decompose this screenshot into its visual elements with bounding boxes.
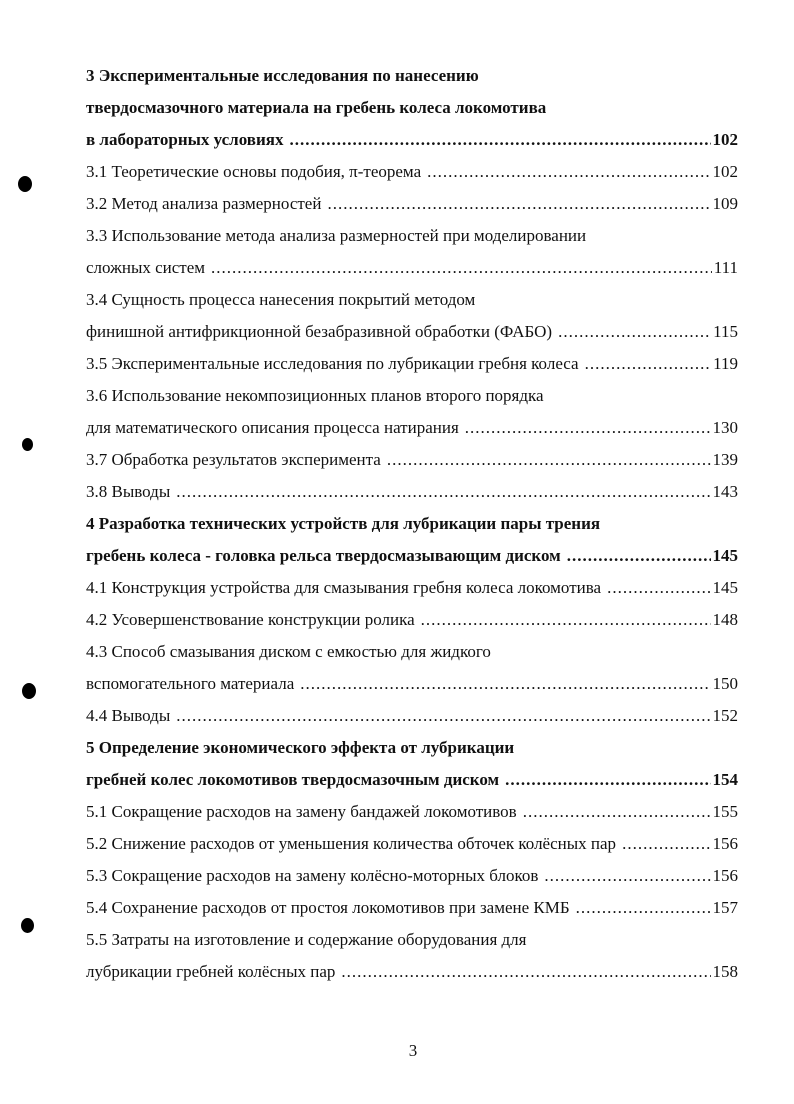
toc-entry-text: 3.7 Обработка результатов эксперимента (86, 450, 381, 469)
toc-entry-last-line (86, 798, 738, 830)
toc-entry-last-line (86, 254, 738, 286)
dot-leader (176, 478, 710, 506)
table-of-contents (86, 62, 738, 990)
toc-entry-last-line (86, 862, 738, 894)
toc-entry (86, 158, 738, 190)
toc-entry (86, 574, 738, 606)
toc-entry (86, 190, 738, 222)
toc-entry (86, 478, 738, 510)
toc-entry-text: финишной антифрикционной безабразивной обработки (ФАБО) (86, 322, 553, 341)
toc-page-number: 119 (713, 354, 738, 373)
toc-entry-last-line (86, 190, 738, 222)
scan-mark (22, 438, 33, 451)
dot-leader (211, 254, 712, 282)
toc-entry-text: 3.6 Использование некомпозиционных планов второго порядка (86, 386, 544, 405)
toc-entry-text: 5.2 Снижение расходов от уменьшения количества обточек колёсных пар (86, 834, 617, 853)
dot-leader (341, 958, 710, 986)
toc-entry-text: 5.5 Затраты на изготовление и содержание оборудования для (86, 930, 527, 949)
dot-leader (421, 606, 711, 634)
toc-entry-line (86, 286, 738, 318)
toc-entry (86, 734, 738, 798)
toc-entry-text: 5 Определение экономического эффекта от лубрикации (86, 738, 515, 757)
toc-entry (86, 350, 738, 382)
dot-leader (585, 350, 712, 378)
dot-leader (567, 542, 711, 570)
toc-entry-last-line (86, 670, 738, 702)
page-number: 3 (408, 1041, 418, 1060)
toc-entry-text: 3.5 Экспериментальные исследования по лубрикации гребня колеса (86, 354, 579, 373)
toc-entry-last-line (86, 350, 738, 382)
toc-entry-last-line (86, 606, 738, 638)
toc-entry-text: сложных систем (86, 258, 206, 277)
toc-entry-last-line (86, 478, 738, 510)
toc-entry-line (86, 94, 738, 126)
toc-entry (86, 862, 738, 894)
dot-leader (576, 894, 711, 922)
toc-entry (86, 638, 738, 702)
toc-entry-text: 5.1 Сокращение расходов на замену бандажей локомотивов (86, 802, 517, 821)
toc-entry-text: 3.8 Выводы (86, 482, 171, 501)
toc-entry-last-line (86, 702, 738, 734)
toc-page-number: 145 (712, 578, 738, 597)
toc-entry-text: 4.4 Выводы (86, 706, 171, 725)
scan-mark (18, 176, 32, 192)
toc-page-number: 102 (712, 130, 738, 149)
toc-entry-line (86, 382, 738, 414)
toc-entry-text: 3.4 Сущность процесса нанесения покрытий методом (86, 290, 476, 309)
dot-leader (289, 126, 710, 154)
toc-entry-last-line (86, 126, 738, 158)
toc-entry-text: 5.4 Сохранение расходов от простоя локомотивов при замене КМБ (86, 898, 570, 917)
dot-leader (607, 574, 710, 602)
toc-entry-text: 4 Разработка технических устройств для лубрикации пары трения (86, 514, 601, 533)
scan-mark (22, 683, 36, 699)
dot-leader (505, 766, 710, 794)
toc-entry-last-line (86, 958, 738, 990)
toc-entry (86, 798, 738, 830)
dot-leader (622, 830, 710, 858)
toc-entry-text: 3.3 Использование метода анализа размерностей при моделировании (86, 226, 587, 245)
toc-entry-last-line (86, 414, 738, 446)
toc-entry (86, 702, 738, 734)
toc-entry-last-line (86, 446, 738, 478)
toc-entry-line (86, 926, 738, 958)
toc-entry-text: 3.1 Теоретические основы подобия, π-теорема (86, 162, 422, 181)
toc-entry-line (86, 734, 738, 766)
toc-entry (86, 606, 738, 638)
toc-entry (86, 830, 738, 862)
toc-entry-text: 5.3 Сокращение расходов на замену колёсно-моторных блоков (86, 866, 539, 885)
dot-leader (544, 862, 710, 890)
toc-page-number: 152 (712, 706, 738, 725)
toc-entry-text: 3 Экспериментальные исследования по нанесению (86, 66, 479, 85)
toc-entry-text: 4.2 Усовершенствование конструкции ролика (86, 610, 415, 629)
toc-page-number: 145 (712, 546, 738, 565)
toc-entry-last-line (86, 542, 738, 574)
toc-page-number: 155 (712, 802, 738, 821)
dot-leader (427, 158, 710, 186)
toc-entry-line (86, 638, 738, 670)
toc-entry-text: гребней колес локомотивов твердосмазочным диском (86, 770, 500, 789)
toc-entry-last-line (86, 158, 738, 190)
toc-page-number: 158 (712, 962, 738, 981)
toc-entry-last-line (86, 894, 738, 926)
toc-entry (86, 926, 738, 990)
dot-leader (300, 670, 710, 698)
toc-page-number: 156 (712, 866, 738, 885)
toc-entry-last-line (86, 318, 738, 350)
toc-page-number: 150 (712, 674, 738, 693)
dot-leader (465, 414, 711, 442)
toc-page-number: 157 (712, 898, 738, 917)
toc-entry (86, 894, 738, 926)
toc-entry-text: лубрикации гребней колёсных пар (86, 962, 336, 981)
toc-entry-text: 3.2 Метод анализа размерностей (86, 194, 322, 213)
toc-entry (86, 222, 738, 286)
toc-entry-line (86, 222, 738, 254)
toc-entry-text: в лабораторных условиях (86, 130, 284, 149)
toc-entry-line (86, 510, 738, 542)
toc-page-number: 130 (712, 418, 738, 437)
toc-entry-last-line (86, 574, 738, 606)
toc-entry-text: 4.1 Конструкция устройства для смазывания гребня колеса локомотива (86, 578, 602, 597)
toc-page-number: 102 (712, 162, 738, 181)
toc-page-number: 154 (712, 770, 738, 789)
toc-entry-text: 4.3 Способ смазывания диском с емкостью для жидкого (86, 642, 491, 661)
toc-entry-text: для математического описания процесса натирания (86, 418, 459, 437)
toc-entry-line (86, 62, 738, 94)
dot-leader (387, 446, 711, 474)
scan-mark (21, 918, 34, 933)
toc-entry-last-line (86, 766, 738, 798)
toc-entry (86, 446, 738, 478)
toc-entry (86, 286, 738, 350)
toc-entry-last-line (86, 830, 738, 862)
dot-leader (327, 190, 710, 218)
toc-entry (86, 510, 738, 574)
toc-entry-text: гребень колеса - головка рельса твердосмазывающим диском (86, 546, 561, 565)
toc-entry-text: вспомогательного материала (86, 674, 295, 693)
toc-entry (86, 62, 738, 158)
toc-page-number: 143 (712, 482, 738, 501)
toc-page-number: 109 (712, 194, 738, 213)
toc-page-number: 156 (712, 834, 738, 853)
toc-entry (86, 382, 738, 446)
dot-leader (176, 702, 710, 730)
toc-page-number: 139 (712, 450, 738, 469)
dot-leader (558, 318, 711, 346)
toc-page-number: 115 (713, 322, 738, 341)
dot-leader (523, 798, 711, 826)
toc-entry-text: твердосмазочного материала на гребень колеса локомотива (86, 98, 547, 117)
toc-page-number: 111 (713, 258, 738, 277)
toc-page-number: 148 (712, 610, 738, 629)
